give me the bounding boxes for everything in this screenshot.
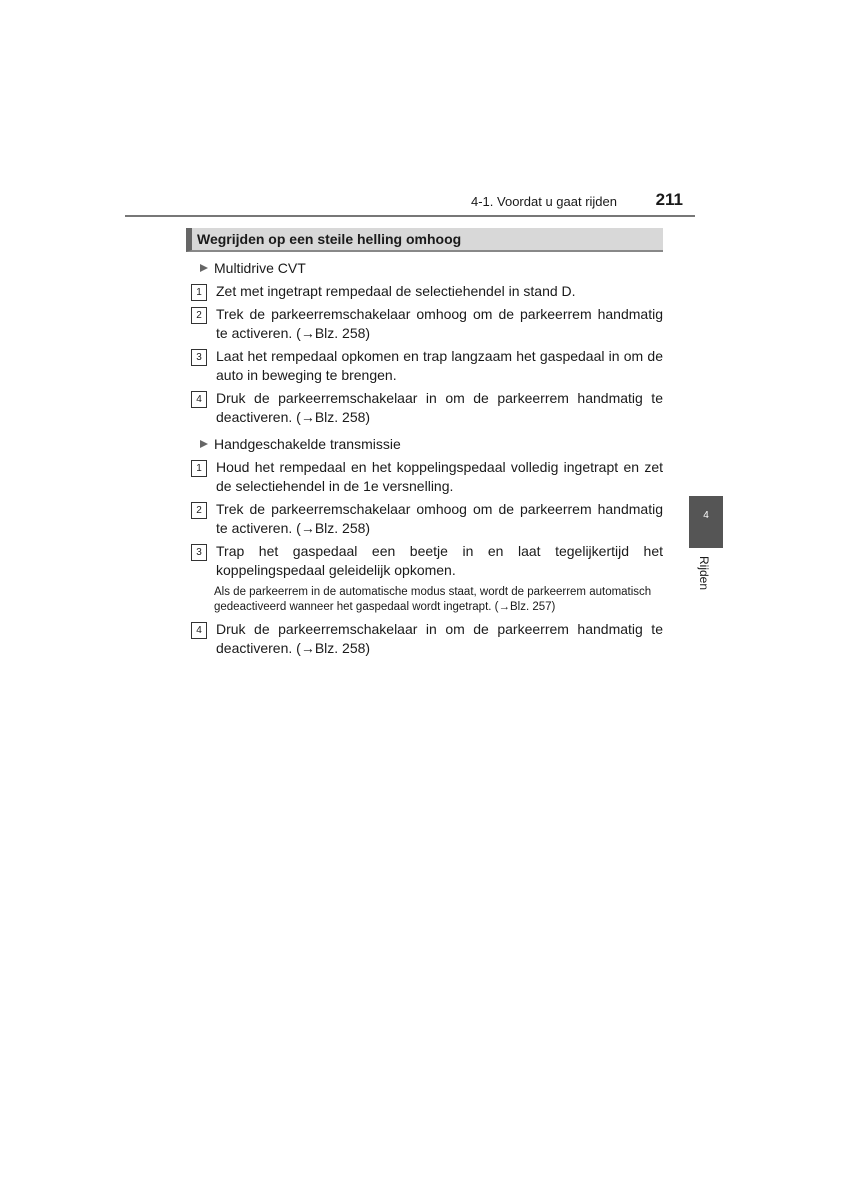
subheading-label: Multidrive CVT <box>214 260 306 276</box>
step-text: Zet met ingetrapt rempedaal de selectiehendel in stand D. <box>216 283 576 299</box>
step-text: Trek de parkeerremschakelaar omhoog om de parkeerrem handmatig te activeren. (→Blz. 258) <box>216 305 663 341</box>
step-text: Houd het rempedaal en het koppelingspedaal volledig ingetrapt en zet de selectiehendel in de 1e versnelling. <box>216 458 663 494</box>
step-item <box>186 458 663 497</box>
subheading-cvt <box>200 260 663 276</box>
step-number: 2 <box>191 502 207 519</box>
step-text: Trek de parkeerremschakelaar omhoog om de parkeerrem handmatig te activeren. (→Blz. 258) <box>216 500 663 536</box>
step-number: 4 <box>191 391 207 408</box>
step-number: 3 <box>191 349 207 366</box>
header-section-title: 4-1. Voordat u gaat rijden <box>471 194 617 209</box>
step-number: 1 <box>191 284 207 301</box>
triangle-bullet-icon <box>200 440 208 448</box>
chapter-tab <box>689 496 723 548</box>
step-item <box>186 389 663 428</box>
chapter-label: Rijden <box>697 556 711 591</box>
step-number: 1 <box>191 460 207 477</box>
subheading-manual <box>200 436 663 452</box>
subheading-label: Handgeschakelde transmissie <box>214 435 401 452</box>
step-text: Laat het rempedaal opkomen en trap langzaam het gaspedaal in om de auto in beweging te brengen. <box>216 347 663 383</box>
step-number: 4 <box>191 622 207 639</box>
header-rule <box>125 215 695 217</box>
step-number: 2 <box>191 307 207 324</box>
step-text: Druk de parkeerremschakelaar in om de parkeerrem handmatig te deactiveren. (→Blz. 258) <box>216 389 663 425</box>
step-number: 3 <box>191 544 207 561</box>
step-text: Druk de parkeerremschakelaar in om de parkeerrem handmatig te deactiveren. (→Blz. 258) <box>216 620 663 656</box>
content <box>186 228 663 662</box>
step-item <box>186 282 663 302</box>
step-item <box>186 500 663 539</box>
page-header <box>125 190 695 214</box>
step-item <box>186 347 663 386</box>
section-title: Wegrijden op een steile helling omhoog <box>186 228 663 252</box>
step-note: Als de parkeerrem in de automatische modus staat, wordt de parkeerrem automatisch gedeactiveerd wanneer het gaspedaal wordt ingetrapt. (→Blz. 257) <box>214 585 652 613</box>
triangle-bullet-icon <box>200 264 208 272</box>
step-item <box>186 305 663 344</box>
chapter-number: 4 <box>703 510 709 521</box>
step-text: Trap het gaspedaal een beetje in en laat tegelijkertijd het koppelingspedaal geleidelijk opkomen. <box>216 542 663 578</box>
page-number: 211 <box>655 190 683 209</box>
step-item <box>186 542 663 581</box>
step-item <box>186 620 663 659</box>
